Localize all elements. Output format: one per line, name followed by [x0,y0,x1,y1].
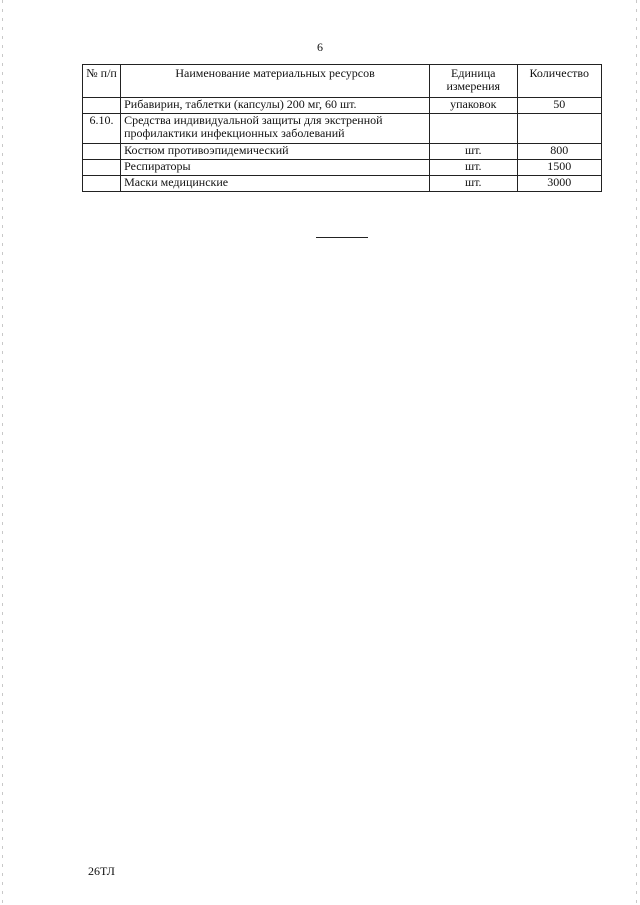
row-number [83,176,121,192]
row-name: Маски медицинские [121,176,430,192]
scan-edge-left [2,0,3,905]
header-name: Наименование материальных ресурсов [121,65,430,98]
header-number: № п/п [83,65,121,98]
table-row [83,98,602,114]
header-unit: Единица измерения [430,65,518,98]
table-row [83,160,602,176]
end-separator-line [316,237,368,238]
resources-table [82,64,602,192]
row-unit: шт. [430,176,518,192]
row-unit: шт. [430,160,518,176]
row-number [83,98,121,114]
row-quantity: 3000 [517,176,601,192]
row-name: Рибавирин, таблетки (капсулы) 200 мг, 60 шт. [121,98,430,114]
row-name: Средства индивидуальной защиты для экстренной профилактики инфекционных заболеваний [121,114,430,144]
document-code: 26ТЛ [88,864,115,878]
row-number [83,144,121,160]
table-header-row [83,65,602,98]
page-number: 6 [317,40,323,54]
row-unit: шт. [430,144,518,160]
table-row [83,144,602,160]
row-number [83,160,121,176]
table-row [83,114,602,144]
row-quantity: 50 [517,98,601,114]
row-quantity: 800 [517,144,601,160]
row-unit [430,114,518,144]
row-number: 6.10. [83,114,121,144]
row-name: Костюм противоэпидемический [121,144,430,160]
row-quantity: 1500 [517,160,601,176]
scan-edge-right [636,0,637,905]
header-quantity: Количество [517,65,601,98]
row-quantity [517,114,601,144]
row-name: Респираторы [121,160,430,176]
row-unit: упаковок [430,98,518,114]
table-row [83,176,602,192]
